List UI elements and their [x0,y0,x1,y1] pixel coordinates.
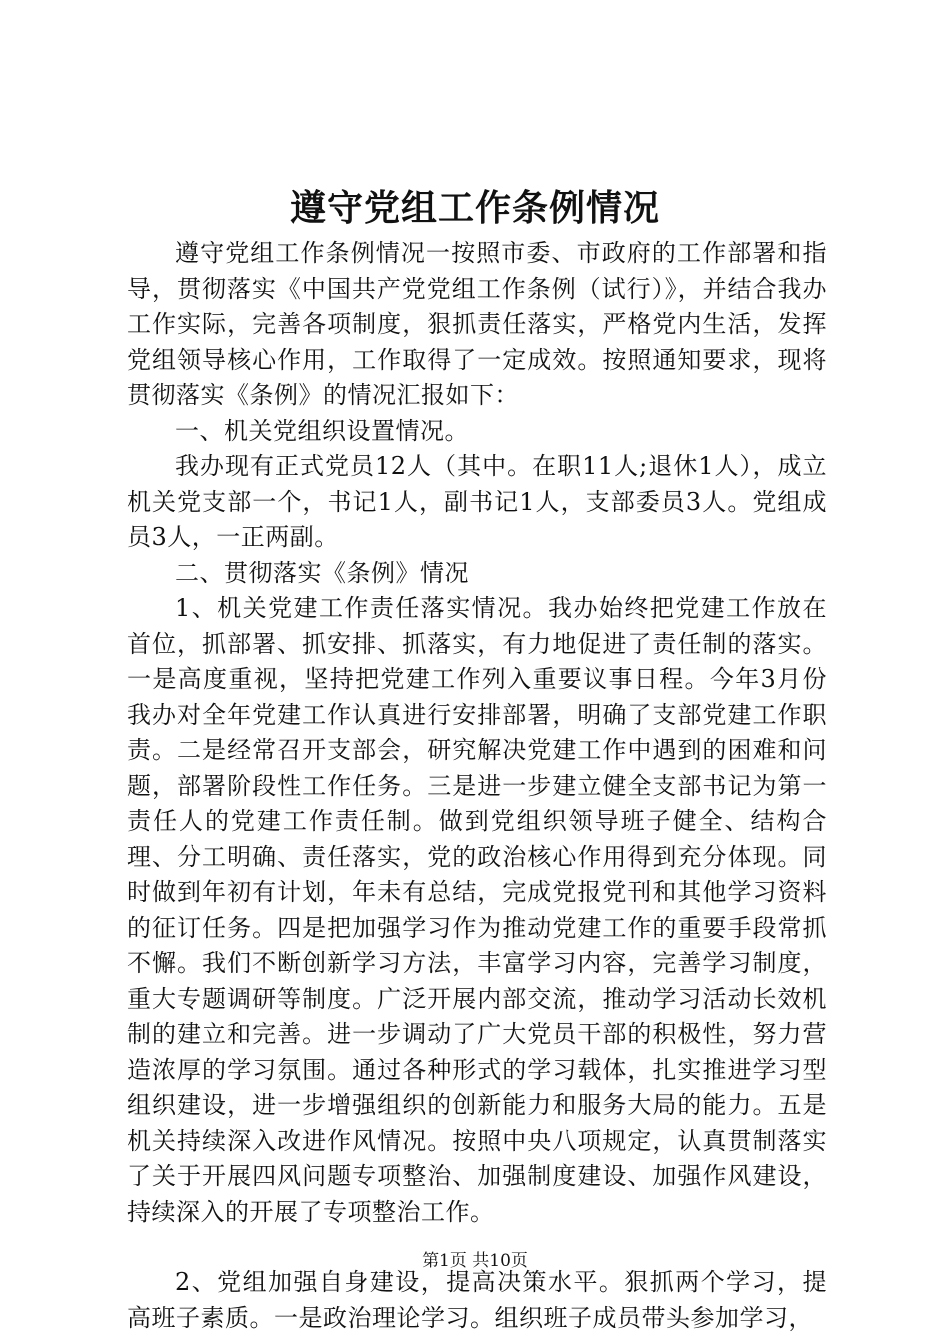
page-number: 第1页 共10页 [422,1251,528,1271]
document-body [127,236,827,1336]
paragraph-members: 我办现有正式党员12人（其中。在职11人;退休1人），成立机关党支部一个，书记1人，副书记1人，支部委员3人。党组成员3人，一正两副。 [127,452,827,551]
paragraph-self-building: 2、党组加强自身建设，提高决策水平。狠抓两个学习，提高班子素质。一是政治理论学习。组织班子成员带头参加学习， [127,1268,827,1332]
paragraph-responsibility: 1、机关党建工作责任落实情况。我办始终把党建工作放在首位，抓部署、抓安排、抓落实，有力地促进了责任制的落实。一是高度重视，坚持把党建工作列入重要议事日程。今年3月份我办对全年党建工作认真进行安排部署，明确了支部党建工作职责。二是经常召开支部会，研究解决党建工作中遇到的困难和问题，部署阶段性工作任务。三是进一步建立健全支部书记为第一责任人的党建工作责任制。做到党组织领导班子健全、结构合理、分工明确、责任落实，党的政治核心作用得到充分体现。同时做到年初有计划，年未有总结，完成党报党刊和其他学习资料的征订任务。四是把加强学习作为推动党建工作的重要手段常抓不懈。我们不断创新学习方法，丰富学习内容，完善学习制度，重大专题调研等制度。广泛开展内部交流，推动学习活动长效机制的建立和完善。进一步调动了广大党员干部的积极性，努力营造浓厚的学习氛围。通过各种形式的学习载体，扎实推进学习型组织建设，进一步增强组织的创新能力和服务大局的能力。五是机关持续深入改进作风情况。按照中央八项规定，认真贯制落实了关于开展四风问题专项整治、加强制度建设、加强作风建设，持续深入的开展了专项整治工作。 [127,594,827,1226]
section-heading-2: 二、贯彻落实《条例》情况 [175,558,469,587]
section-heading-1: 一、机关党组织设置情况。 [175,416,469,445]
paragraph-intro: 遵守党组工作条例情况一按照市委、市政府的工作部署和指导，贯彻落实《中国共产党党组工作条例（试行）》，并结合我办工作实际，完善各项制度，狠抓责任落实，严格党内生活，发挥党组领导核心作用，工作取得了一定成效。按照通知要求，现将贯彻落实《条例》的情况汇报如下： [127,239,827,409]
document-title: 遵守党组工作条例情况 [289,187,660,229]
